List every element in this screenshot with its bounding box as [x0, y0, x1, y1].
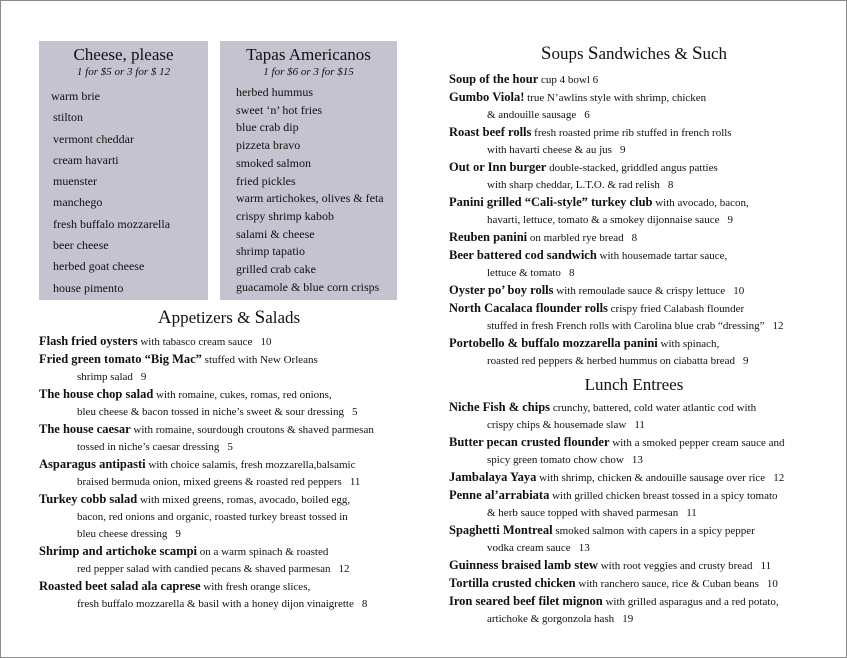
- menu-item-description: artichoke & gorgonzola hash: [487, 613, 615, 625]
- menu-item-name: Asparagus antipasti: [39, 457, 146, 471]
- tapas-item: crispy shrimp kabob: [236, 208, 334, 223]
- menu-item-line: [39, 456, 419, 474]
- menu-item-price: 8: [361, 598, 368, 610]
- menu-item-description: red pepper salad with candied pecans & shaved parmesan: [77, 563, 331, 575]
- menu-item: [449, 194, 819, 229]
- cheese-item: fresh buffalo mozzarella: [53, 216, 171, 231]
- menu-item-description: with havarti cheese & au jus: [487, 144, 612, 156]
- menu-item-line: [449, 452, 819, 469]
- cheese-item: herbed goat cheese: [53, 259, 145, 274]
- menu-item: [39, 543, 419, 578]
- menu-item: [449, 282, 819, 300]
- menu-item-description: bleu cheese & bacon tossed in niche’s sweet & sour dressing: [77, 406, 344, 418]
- menu-item-price: 9: [743, 355, 749, 367]
- menu-item-description: with romaine, sourdough croutons & shaved parmesan: [130, 424, 374, 436]
- menu-item: [449, 335, 819, 370]
- menu-item-price: 11: [760, 560, 772, 572]
- menu-item-line: [449, 107, 819, 124]
- menu-item-description: shrimp salad: [77, 371, 133, 383]
- menu-item-description: true N’awlins style with shrimp, chicken: [524, 92, 707, 104]
- menu-item: [449, 434, 819, 469]
- tapas-item: grilled crab cake: [236, 262, 316, 277]
- menu-item-description: cup 4 bowl 6: [538, 74, 599, 86]
- menu-item-description: with shrimp, chicken & andouille sausage over rice: [536, 472, 766, 484]
- menu-item-line: [449, 318, 819, 335]
- menu-item-name: Flash fried oysters: [39, 334, 138, 348]
- menu-item-description: with grilled chicken breast tossed in a spicy tomato: [549, 490, 778, 502]
- menu-item-line: [449, 505, 819, 522]
- menu-item-line: [449, 540, 819, 557]
- menu-item-description: stuffed with New Orleans: [201, 354, 318, 366]
- menu-item: [449, 89, 819, 124]
- menu-item: [449, 575, 819, 593]
- menu-item: [449, 593, 819, 628]
- menu-item-description: fresh roasted prime rib stuffed in french rolls: [531, 127, 732, 139]
- menu-item-name: The house chop salad: [39, 387, 154, 401]
- menu-item-line: [449, 229, 819, 247]
- menu-item-description: with choice salamis, fresh mozzarella,balsamic: [145, 459, 356, 471]
- lunch-title: Lunch Entrees: [584, 375, 684, 394]
- menu-item: [39, 386, 419, 421]
- tapas-title: Tapas Americanos: [246, 45, 371, 64]
- menu-item-price: 12: [772, 320, 784, 332]
- menu-item: [449, 469, 819, 487]
- menu-item-name: The house caesar: [39, 422, 131, 436]
- tapas-item: warm artichokes, olives & feta: [236, 191, 384, 206]
- menu-item-line: [449, 89, 819, 107]
- lunch-list: [449, 399, 819, 628]
- menu-item-price: 10: [733, 285, 745, 297]
- menu-item: [39, 578, 419, 613]
- cheese-item: beer cheese: [53, 238, 109, 253]
- menu-item-price: 10: [260, 336, 272, 348]
- menu-item-description: bacon, red onions and organic, roasted turkey breast tossed in: [77, 511, 348, 523]
- menu-item-description: & andouille sausage: [487, 109, 577, 121]
- menu-item-description: roasted red peppers & herbed hummus on ciabatta bread: [487, 355, 736, 367]
- menu-item-name: Portobello & buffalo mozzarella panini: [449, 336, 658, 350]
- menu-item-description: with housemade tartar sauce,: [596, 250, 728, 262]
- menu-item-name: Tortilla crusted chicken: [449, 576, 576, 590]
- menu-item-line: [449, 487, 819, 505]
- tapas-item: smoked salmon: [236, 155, 311, 170]
- menu-item-description: stuffed in fresh French rolls with Carolina blue crab “dressing”: [487, 320, 765, 332]
- menu-item-description: on marbled rye bread: [527, 232, 624, 244]
- cheese-box: [39, 41, 208, 300]
- tapas-box: [220, 41, 397, 300]
- menu-item-name: Penne al’arrabiata: [449, 488, 550, 502]
- menu-item-description: with tabasco cream sauce: [137, 336, 253, 348]
- menu-item-line: [449, 417, 819, 434]
- menu-item-line: [39, 439, 419, 456]
- menu-item-name: Panini grilled “Cali-style” turkey club: [449, 195, 653, 209]
- menu-item: [39, 333, 419, 351]
- menu-item-description: bleu cheese dressing: [77, 528, 168, 540]
- tapas-subtitle: 1 for $6 or 3 for $15: [263, 66, 354, 78]
- menu-item-line: [449, 159, 819, 177]
- menu-item-line: [39, 369, 419, 386]
- menu-item-description: with mixed greens, romas, avocado, boiled egg,: [137, 494, 351, 506]
- tapas-item: blue crab dip: [236, 120, 299, 135]
- menu-item-line: [449, 282, 819, 300]
- menu-item-description: spicy green tomato chow chow: [487, 454, 624, 466]
- menu-item-name: Beer battered cod sandwich: [449, 248, 597, 262]
- menu-item-name: Reuben panini: [449, 230, 528, 244]
- menu-item: [449, 247, 819, 282]
- menu-item-name: Shrimp and artichoke scampi: [39, 544, 198, 558]
- tapas-item: fried pickles: [236, 173, 296, 188]
- menu-item-description: crunchy, battered, cold water atlantic cod with: [550, 402, 757, 414]
- menu-item: [39, 421, 419, 456]
- menu-item-price: 12: [773, 472, 785, 484]
- menu-item-description: fresh buffalo mozzarella & basil with a honey dijon vinaigrette: [77, 598, 354, 610]
- menu-item-description: with root veggies and crusty bread: [597, 560, 753, 572]
- menu-item-line: [449, 557, 819, 575]
- menu-item-name: Butter pecan crusted flounder: [449, 435, 610, 449]
- menu-item: [449, 399, 819, 434]
- menu-item-price: 12: [338, 563, 350, 575]
- menu-item-description: with sharp cheddar, L.T.O. & rad relish: [487, 179, 660, 191]
- menu-item-price: 19: [622, 613, 634, 625]
- menu-item: [39, 456, 419, 491]
- cheese-title: Cheese, please: [73, 45, 174, 64]
- cheese-item: house pimento: [53, 280, 124, 295]
- menu-item-price: 5: [352, 406, 358, 418]
- menu-item-price: 9: [175, 528, 181, 540]
- menu-item-description: smoked salmon with capers in a spicy pepper: [552, 525, 755, 537]
- menu-item: [449, 159, 819, 194]
- menu-item-line: [39, 474, 419, 491]
- menu-item: [39, 491, 419, 543]
- menu-item-line: [449, 212, 819, 229]
- menu-item-price: 8: [667, 179, 674, 191]
- menu-item-line: [449, 265, 819, 282]
- tapas-item: sweet ‘n’ hot fries: [236, 102, 323, 117]
- menu-item-description: havarti, lettuce, tomato & a smokey dijonnaise sauce: [487, 214, 720, 226]
- cheese-item: cream havarti: [53, 152, 119, 167]
- menu-item: [449, 487, 819, 522]
- menu-item: [449, 124, 819, 159]
- menu-item-line: [39, 386, 419, 404]
- menu-item-price: 11: [349, 476, 361, 488]
- menu-item-name: Guinness braised lamb stew: [449, 558, 598, 572]
- menu-item-price: 10: [766, 578, 778, 590]
- menu-item-line: [449, 575, 819, 593]
- menu-item: [39, 351, 419, 386]
- menu-item-line: [449, 177, 819, 194]
- tapas-item: salami & cheese: [236, 226, 315, 241]
- menu-item-line: [449, 194, 819, 212]
- menu-item: [449, 522, 819, 557]
- menu-item: [449, 557, 819, 575]
- menu-item-name: Gumbo Viola!: [449, 90, 525, 104]
- menu-item-name: Roasted beet salad ala caprese: [39, 579, 201, 593]
- menu-item-name: North Cacalaca flounder rolls: [449, 301, 608, 315]
- menu-item-description: crispy chips & housemade slaw: [487, 419, 627, 431]
- menu-item-description: vodka cream sauce: [487, 542, 571, 554]
- menu-item: [449, 229, 819, 247]
- menu-item-line: [39, 351, 419, 369]
- menu-item-line: [449, 522, 819, 540]
- menu-item-description: on a warm spinach & roasted: [197, 546, 329, 558]
- appetizers-title: Appetizers & Salads: [157, 307, 301, 328]
- menu-item-description: with romaine, cukes, romas, red onions,: [153, 389, 332, 401]
- menu-item-description: with spinach,: [657, 338, 720, 350]
- menu-item-price: 5: [227, 441, 233, 453]
- tapas-item: guacamole & blue corn crisps: [236, 279, 380, 294]
- menu-item-line: [39, 561, 419, 578]
- menu-item-description: tossed in niche’s caesar dressing: [77, 441, 220, 453]
- menu-item-name: Jambalaya Yaya: [449, 470, 537, 484]
- cheese-item: manchego: [53, 195, 103, 210]
- tapas-item: herbed hummus: [236, 85, 313, 99]
- menu-item-line: [449, 353, 819, 370]
- menu-item-name: Out or Inn burger: [449, 160, 547, 174]
- cheese-item: warm brie: [51, 89, 100, 103]
- menu-item-name: Oyster po’ boy rolls: [449, 283, 554, 297]
- menu-item-name: Soup of the hour: [449, 72, 539, 86]
- appetizers-list: [39, 333, 419, 613]
- menu-item-line: [449, 124, 819, 142]
- soups-list: [449, 71, 819, 370]
- menu-item-price: 9: [140, 371, 147, 383]
- soups-title: Soups Sandwiches & Such: [540, 43, 728, 64]
- menu-item-price: 6: [584, 109, 590, 121]
- menu-item-description: with a smoked pepper cream sauce and: [609, 437, 785, 449]
- menu-item-price: 11: [634, 419, 645, 431]
- menu-item-description: with ranchero sauce, rice & Cuban beans: [575, 578, 759, 590]
- menu-item-name: Spaghetti Montreal: [449, 523, 553, 537]
- menu-item-description: & herb sauce topped with shaved parmesan: [487, 507, 679, 519]
- menu-item-description: lettuce & tomato: [487, 267, 561, 279]
- tapas-item: pizzeta bravo: [236, 138, 301, 153]
- menu-item-line: [449, 247, 819, 265]
- menu-item-line: [39, 509, 419, 526]
- menu-item-line: [39, 526, 419, 543]
- tapas-list: [220, 84, 397, 296]
- menu-item-name: Iron seared beef filet mignon: [449, 594, 603, 608]
- menu-item-price: 13: [578, 542, 590, 554]
- menu-item-line: [449, 142, 819, 159]
- menu-item-line: [449, 611, 819, 628]
- menu-item-price: 9: [619, 144, 626, 156]
- tapas-item: shrimp tapatio: [236, 244, 305, 259]
- menu-item-line: [449, 335, 819, 353]
- menu-item-price: 8: [631, 232, 638, 244]
- menu-item-line: [39, 578, 419, 596]
- cheese-item: muenster: [53, 174, 97, 189]
- menu-item-line: [39, 333, 419, 351]
- menu-item-name: Niche Fish & chips: [449, 400, 551, 414]
- menu-item-line: [449, 300, 819, 318]
- menu-item-line: [39, 543, 419, 561]
- cheese-item: stilton: [53, 110, 84, 125]
- menu-item-price: 11: [686, 507, 697, 519]
- menu-item-line: [449, 469, 819, 487]
- menu-item-line: [39, 491, 419, 509]
- menu-item-name: Turkey cobb salad: [39, 492, 138, 506]
- menu-item-line: [449, 593, 819, 611]
- menu-item-line: [39, 596, 419, 613]
- menu-item-description: with fresh orange slices,: [200, 581, 311, 593]
- menu-item-description: with avocado, bacon,: [652, 197, 749, 209]
- menu-item-description: with remoulade sauce & crispy lettuce: [553, 285, 726, 297]
- cheese-subtitle: 1 for $5 or 3 for $ 12: [76, 66, 171, 78]
- menu-item-line: [449, 399, 819, 417]
- cheese-item: vermont cheddar: [53, 131, 134, 146]
- menu-item-price: 13: [631, 454, 643, 466]
- menu-item-description: double-stacked, griddled angus patties: [546, 162, 718, 174]
- menu-item-line: [39, 421, 419, 439]
- menu-item: [449, 71, 819, 89]
- menu-item-name: Roast beef rolls: [449, 125, 532, 139]
- menu-item-line: [449, 71, 819, 89]
- menu-item: [449, 300, 819, 335]
- menu-item-description: crispy fried Calabash flounder: [607, 303, 745, 315]
- menu-item-line: [449, 434, 819, 452]
- menu-item-description: braised bermuda onion, mixed greens & roasted red peppers: [77, 476, 342, 488]
- menu-item-line: [39, 404, 419, 421]
- menu-item-name: Fried green tomato “Big Mac”: [39, 352, 202, 366]
- menu-item-description: with grilled asparagus and a red potato,: [602, 596, 779, 608]
- cheese-list: [39, 86, 208, 299]
- menu-item-price: 8: [568, 267, 575, 279]
- menu-item-price: 9: [727, 214, 733, 226]
